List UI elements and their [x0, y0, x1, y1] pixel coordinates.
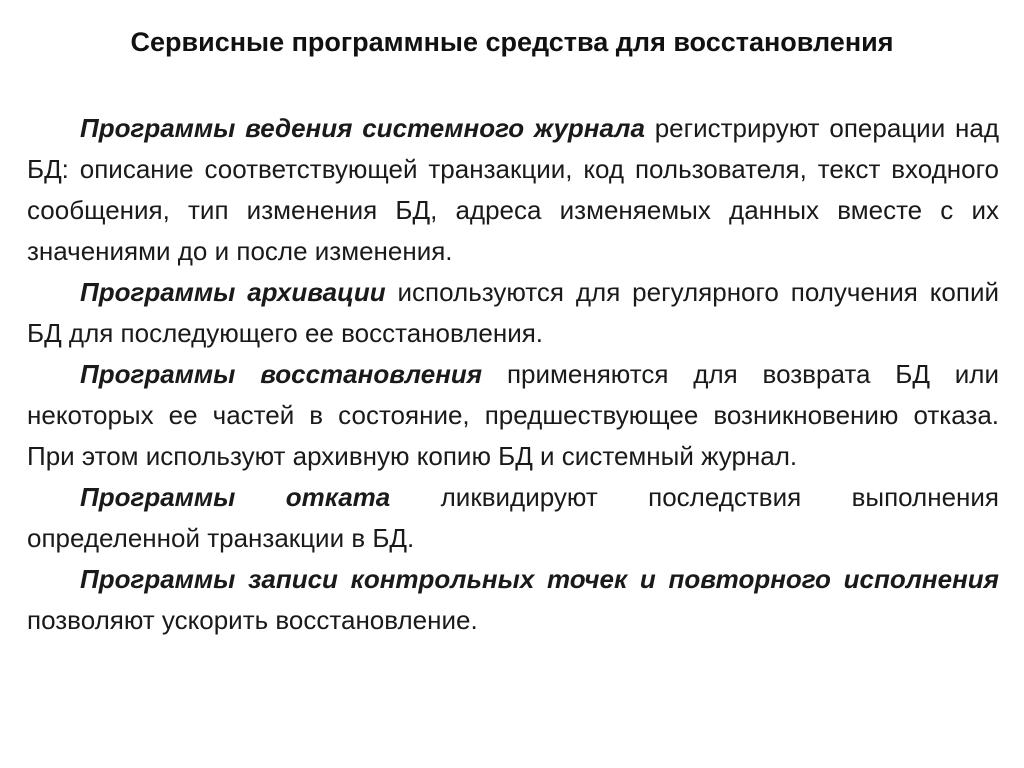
term-journal: Программы ведения системного журнала: [80, 113, 645, 143]
text-checkpoints: позволяют ускорить восстановление.: [27, 605, 478, 635]
term-checkpoints: Программы записи контрольных точек и повторного исполнения: [80, 564, 999, 594]
paragraph-archive: [27, 272, 999, 354]
text-journal: регистрируют операции над БД: описание соответствующей транзакции, код пользователя, текст входного сообщения, тип изменения БД, адреса изменяемых данных вместе с их значениями до и после изменения.: [27, 113, 1000, 266]
text-archive: используются для регулярного получения копий БД для последующего ее восстановления.: [27, 277, 1000, 348]
term-archive: Программы архивации: [80, 277, 386, 307]
paragraph-checkpoints: [27, 559, 999, 641]
slide-content: [27, 108, 999, 641]
slide-title: Сервисные программные средства для восстановления: [130, 27, 894, 57]
paragraph-recovery: [27, 354, 999, 477]
text-rollback: ликвидируют последствия выполнения определенной транзакции в БД.: [27, 482, 999, 553]
term-rollback: Программы отката: [80, 482, 391, 512]
paragraph-rollback: [27, 477, 999, 559]
paragraph-journal: [27, 108, 999, 272]
text-recovery: применяются для возврата БД или некоторых ее частей в состояние, предшествующее возникновению отказа. При этом используют архивную копию БД и системный журнал.: [27, 359, 999, 471]
term-recovery: Программы восстановления: [80, 359, 483, 389]
